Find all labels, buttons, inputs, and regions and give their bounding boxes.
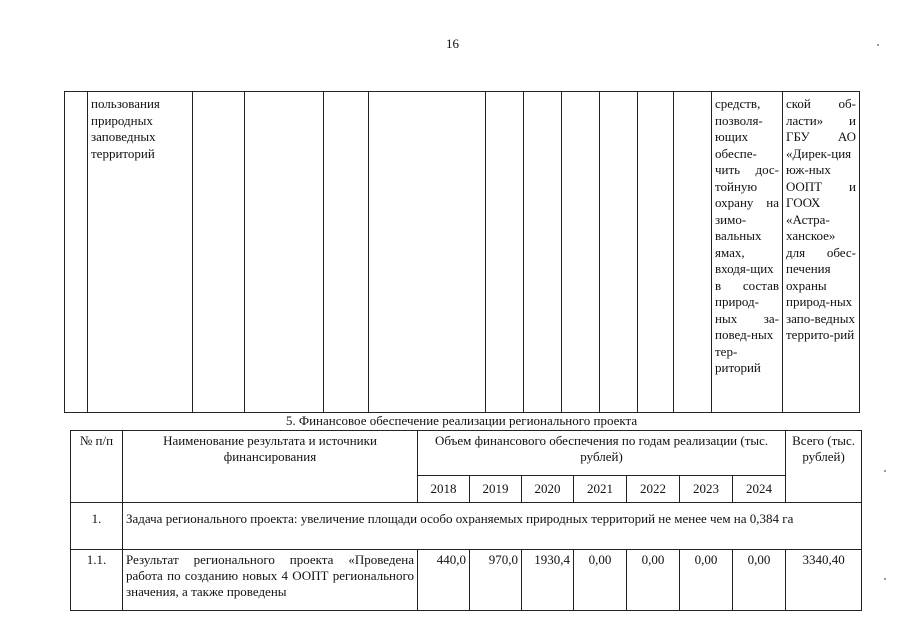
table-cell [674, 92, 712, 413]
year-cell: 2019 [470, 476, 522, 503]
header-row [71, 431, 862, 476]
table-cell [324, 92, 369, 413]
value-cell: 440,0 [418, 550, 470, 611]
result-name-cell: Результат регионального проекта «Проведена работа по созданию новых 4 ООПТ регионального значения, а также проведены [123, 550, 418, 611]
table-cell [600, 92, 638, 413]
row-num: 1. [71, 503, 123, 550]
header-name: Наименование результата и источники финансирования [123, 431, 418, 503]
table-cell [65, 92, 88, 413]
table-cell [562, 92, 600, 413]
year-cell: 2022 [627, 476, 680, 503]
header-total: Всего (тыс. рублей) [786, 431, 862, 503]
value-cell: 970,0 [470, 550, 522, 611]
continuation-row [65, 92, 860, 413]
task-cell: Задача регионального проекта: увеличение площади особо охраняемых природных территорий не менее чем на 0,384 га [123, 503, 862, 550]
value-cell: 0,00 [733, 550, 786, 611]
header-num: № п/п [71, 431, 123, 503]
row-num: 1.1. [71, 550, 123, 611]
means-cell: средств, позволя-ющих обеспе-чить дос-тойную охрану на зимо-вальных ямах, входя-щих в состав природ-ных за-повед-ных тер-риторий [712, 92, 783, 413]
table-cell [193, 92, 245, 413]
section-title: 5. Финансовое обеспечение реализации регионального проекта [285, 413, 638, 428]
value-cell: 1930,4 [522, 550, 574, 611]
table-row [71, 550, 862, 611]
scan-speck [884, 470, 886, 472]
table-cell [369, 92, 486, 413]
header-volume: Объем финансового обеспечения по годам реализации (тыс. рублей) [418, 431, 786, 476]
organization-cell: ской об-ласти» и ГБУ АО «Дирек-ция юж-ных ООПТ и ГООХ «Астра-ханское» для обес-печения охраны природ-ных запо-ведных террито-рий [783, 92, 860, 413]
continuation-table [64, 91, 860, 413]
total-cell: 3340,40 [786, 550, 862, 611]
table-cell [486, 92, 524, 413]
scan-speck [877, 44, 879, 46]
scan-speck [884, 578, 886, 580]
value-cell: 0,00 [680, 550, 733, 611]
value-cell: 0,00 [627, 550, 680, 611]
table-row [71, 503, 862, 550]
year-cell: 2023 [680, 476, 733, 503]
indicator-name-cell: пользования природных заповедных территорий [88, 92, 193, 413]
year-cell: 2024 [733, 476, 786, 503]
table-cell [524, 92, 562, 413]
year-cell: 2018 [418, 476, 470, 503]
year-cell: 2021 [574, 476, 627, 503]
finance-table [70, 430, 862, 611]
value-cell: 0,00 [574, 550, 627, 611]
year-cell: 2020 [522, 476, 574, 503]
page-number: 16 [446, 36, 459, 51]
table-cell [245, 92, 324, 413]
table-cell [638, 92, 674, 413]
